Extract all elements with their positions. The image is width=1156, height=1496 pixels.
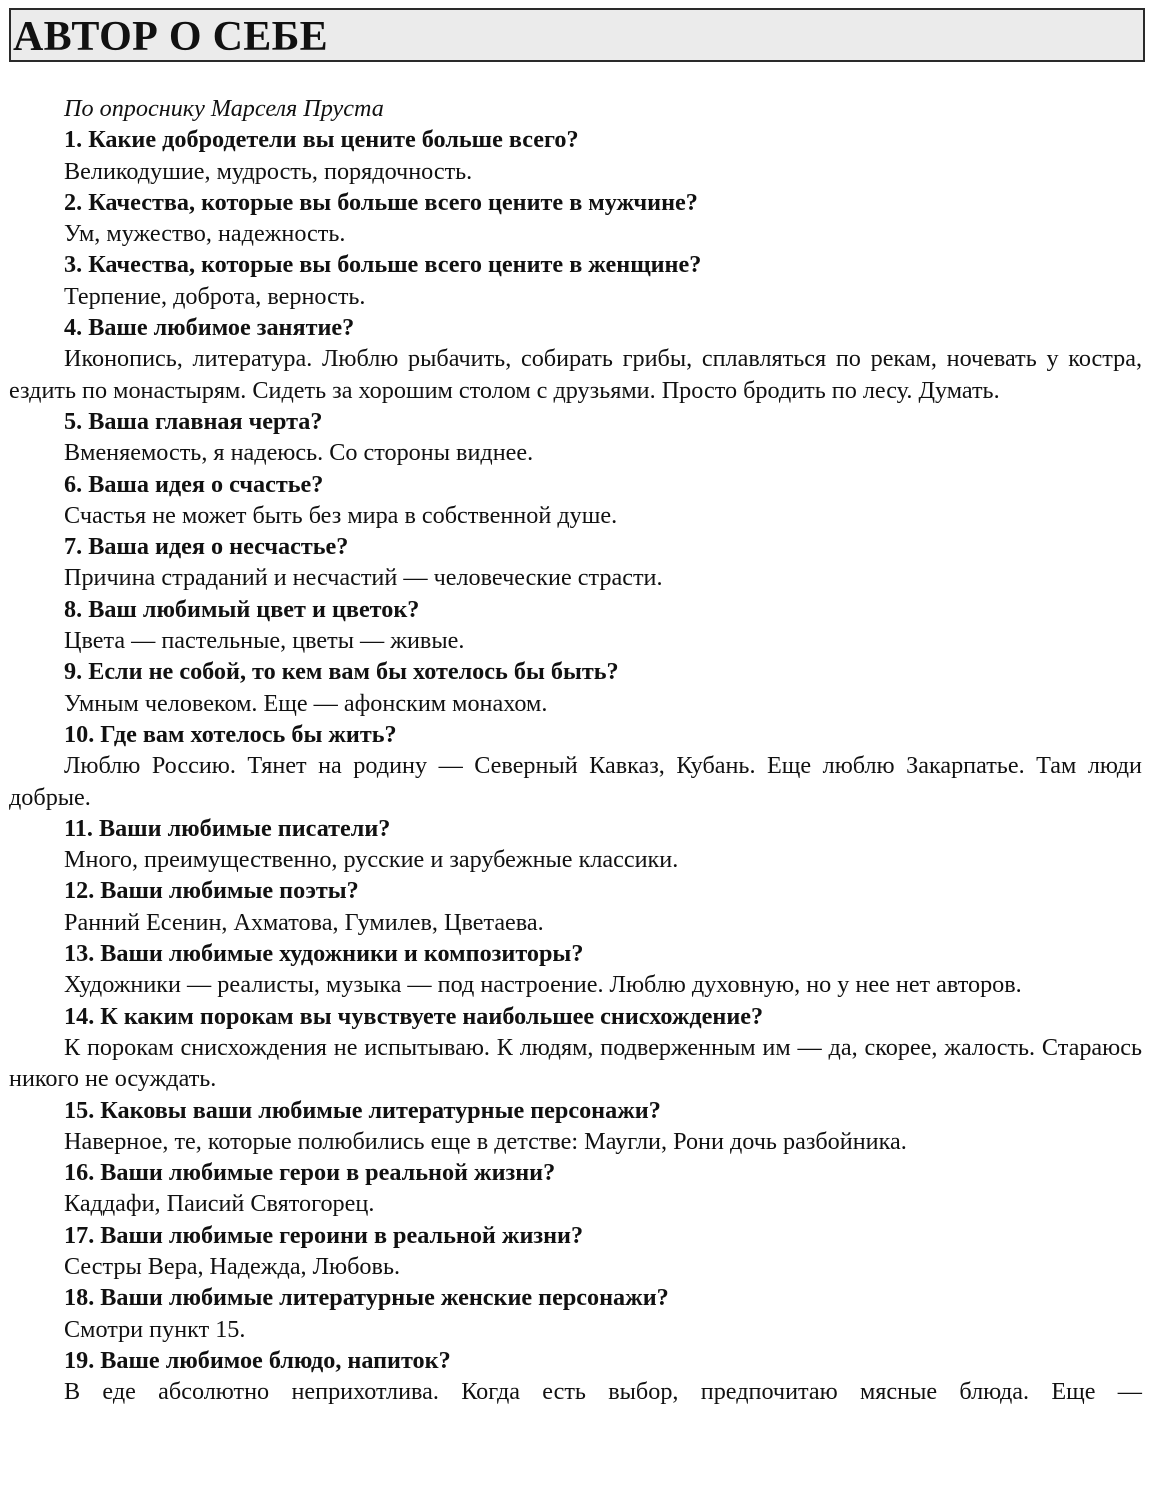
answer: Каддафи, Паисий Святогорец. — [64, 1190, 375, 1218]
question: 1. Какие добродетели вы цените больше всего? — [64, 126, 579, 154]
question: 18. Ваши любимые литературные женские персонажи? — [64, 1284, 669, 1312]
question: 19. Ваше любимое блюдо, напиток? — [64, 1346, 451, 1374]
title-box — [9, 8, 1145, 62]
question: 5. Ваша главная черта? — [64, 407, 323, 435]
answer: Художники — реалисты, музыка — под настроение. Люблю духовную, но у нее нет авторов. — [64, 971, 1022, 999]
question: 15. Каковы ваши любимые литературные персонажи? — [64, 1096, 661, 1124]
question: 14. К каким порокам вы чувствуете наибольшее снисхождение? — [64, 1002, 764, 1030]
question: 3. Качества, которые вы больше всего цените в женщине? — [64, 251, 702, 279]
answer: Умным человеком. Еще — афонским монахом. — [64, 689, 548, 717]
document-body — [9, 93, 1142, 1407]
answer: Люблю Россию. Тянет на родину — Северный Кавказ, Кубань. Еще люблю Закарпатье. Там люди добрые. — [9, 752, 1142, 811]
question: 7. Ваша идея о несчастье? — [64, 533, 349, 561]
question: 2. Качества, которые вы больше всего цените в мужчине? — [64, 188, 698, 216]
question: 9. Если не собой, то кем вам бы хотелось бы быть? — [64, 658, 619, 686]
answer: Иконопись, литература. Люблю рыбачить, собирать грибы, сплавляться по рекам, ночевать у костра, ездить по монастырям. Сидеть за хорошим столом с друзьями. Просто бродить по лесу. Думать. — [9, 345, 1142, 404]
answer: К порокам снисхождения не испытываю. К людям, подверженным им — да, скорее, жалость. Стараюсь никого не осуждать. — [9, 1033, 1142, 1093]
answer: Цвета — пастельные, цветы — живые. — [64, 627, 465, 655]
question: 16. Ваши любимые герои в реальной жизни? — [64, 1159, 556, 1187]
subtitle: По опроснику Марселя Пруста — [64, 95, 384, 122]
answer: Ум, мужество, надежность. — [64, 220, 346, 248]
answer: Причина страданий и несчастий — человеческие страсти. — [64, 564, 663, 592]
answer: Сестры Вера, Надежда, Любовь. — [64, 1252, 401, 1280]
question: 17. Ваши любимые героини в реальной жизни? — [64, 1221, 584, 1249]
question: 11. Ваши любимые писатели? — [64, 814, 391, 842]
page-title: АВТОР О СЕБЕ — [13, 14, 328, 60]
question: 8. Ваш любимый цвет и цветок? — [64, 595, 420, 623]
answer: Терпение, доброта, верность. — [64, 282, 366, 310]
question: 6. Ваша идея о счастье? — [64, 470, 324, 498]
question: 4. Ваше любимое занятие? — [64, 314, 355, 342]
answer: Вменяемость, я надеюсь. Со стороны виднее. — [64, 439, 534, 467]
answer: Ранний Есенин, Ахматова, Гумилев, Цветаева. — [64, 908, 544, 936]
question: 12. Ваши любимые поэты? — [64, 877, 359, 905]
answer: Великодушие, мудрость, порядочность. — [64, 157, 473, 185]
question: 13. Ваши любимые художники и композиторы? — [64, 940, 584, 968]
answer: Много, преимущественно, русские и зарубежные классики. — [64, 846, 679, 874]
question: 10. Где вам хотелось бы жить? — [64, 720, 397, 748]
answer: Смотри пункт 15. — [64, 1315, 246, 1343]
answer: В еде абсолютно неприхотлива. Когда есть выбор, предпочитаю мясные блюда. Еще — — [64, 1378, 1142, 1406]
answer: Счастья не может быть без мира в собственной душе. — [64, 501, 618, 529]
answer: Наверное, те, которые полюбились еще в детстве: Маугли, Рони дочь разбойника. — [64, 1127, 907, 1155]
